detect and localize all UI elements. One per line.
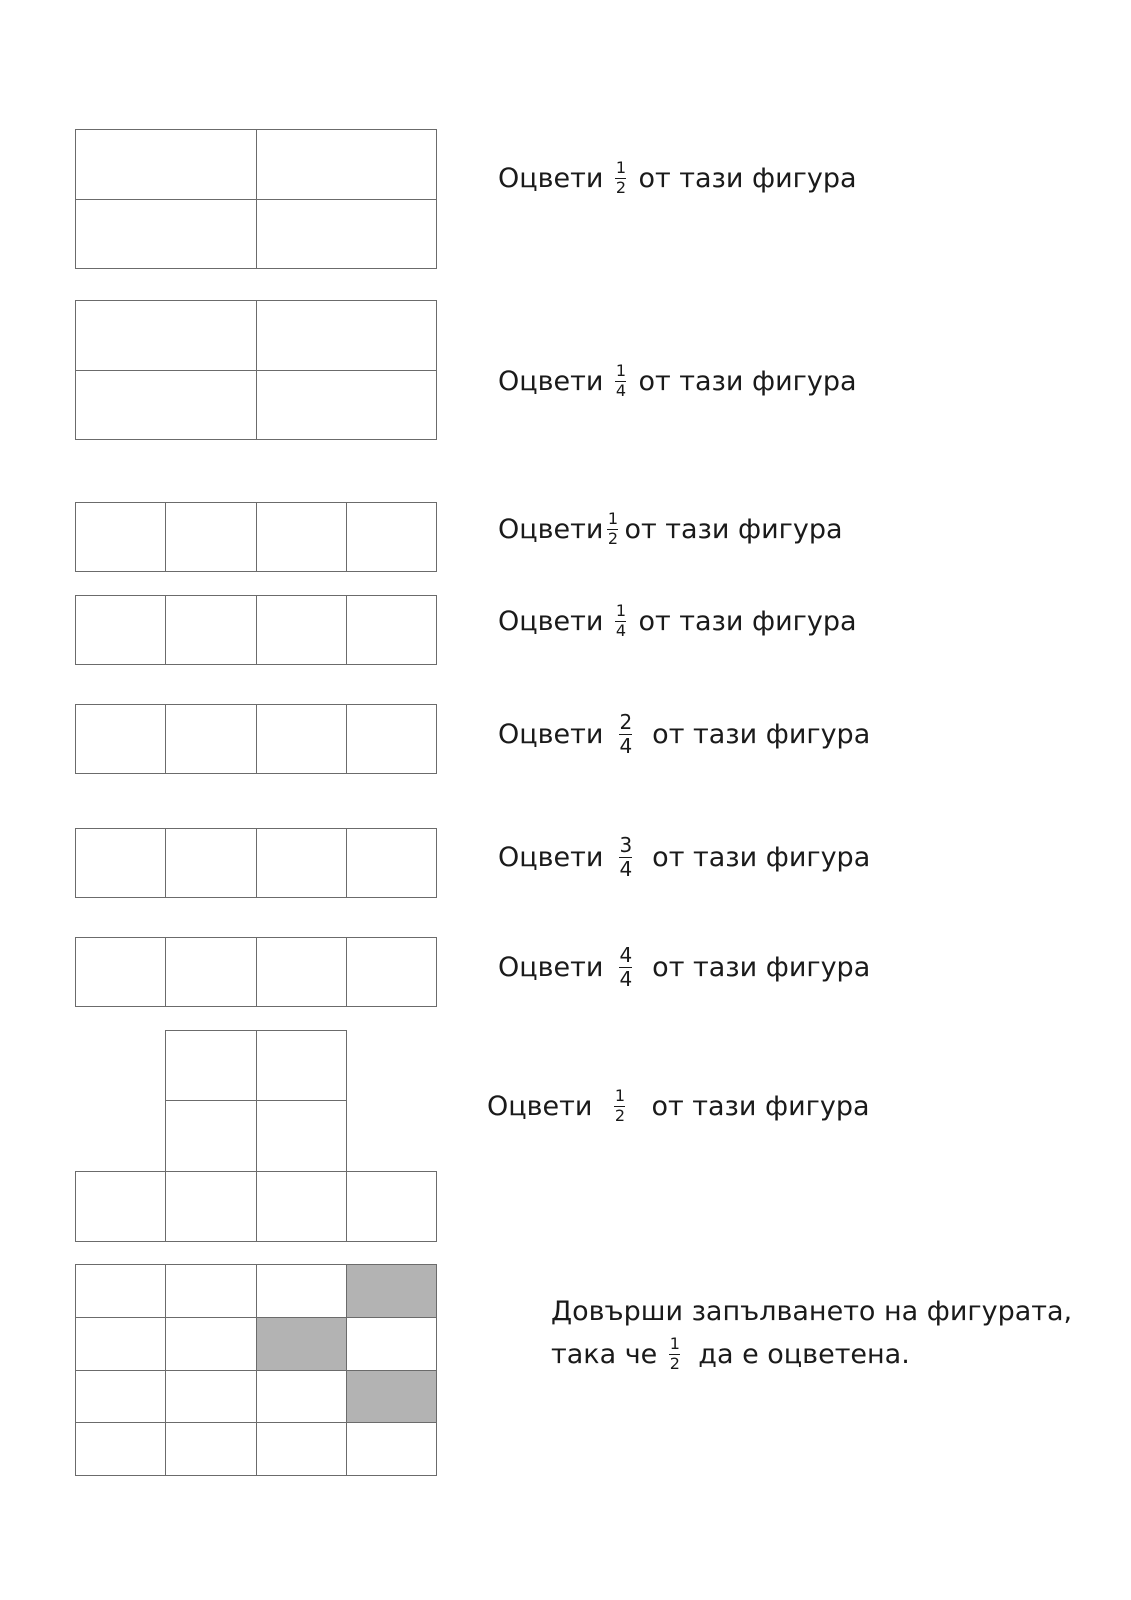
fraction [619, 835, 632, 880]
shape-1-grid-2x2[interactable] [75, 129, 437, 269]
cell[interactable] [166, 1031, 256, 1101]
cell[interactable] [166, 1265, 256, 1318]
numerator: 3 [619, 833, 633, 857]
numerator: 1 [614, 1086, 626, 1105]
cell[interactable] [346, 705, 436, 774]
cell[interactable] [256, 1265, 346, 1318]
instruction-verb: Оцвети [498, 365, 604, 397]
line2-after: да е оцветена. [698, 1339, 910, 1370]
shape-8-t-shape[interactable] [75, 1030, 437, 1242]
numerator: 4 [619, 943, 633, 967]
cell[interactable] [256, 1031, 346, 1101]
shape-2-grid-2x2[interactable] [75, 300, 437, 440]
cell[interactable] [166, 1317, 256, 1370]
final-instruction-line-2 [551, 1333, 1072, 1376]
shape-5-grid-1x4[interactable] [75, 704, 437, 774]
cell[interactable] [76, 1317, 166, 1370]
cell[interactable] [256, 301, 437, 371]
instruction-5 [498, 712, 870, 757]
cell[interactable] [76, 829, 166, 898]
cell[interactable] [256, 1172, 346, 1242]
instruction-rest: от тази фигура [638, 605, 857, 637]
denominator: 4 [619, 967, 633, 991]
instruction-verb: Оцвети [498, 162, 604, 194]
numerator: 1 [615, 601, 627, 620]
cell[interactable] [76, 1172, 166, 1242]
cell[interactable] [76, 370, 257, 440]
cell[interactable] [76, 199, 257, 269]
cell[interactable] [346, 1423, 436, 1476]
cell[interactable] [256, 370, 437, 440]
cell[interactable] [256, 130, 437, 200]
instruction-verb: Оцвети [498, 842, 604, 873]
cell[interactable] [76, 130, 257, 200]
cell[interactable] [346, 938, 436, 1007]
cell[interactable] [166, 1423, 256, 1476]
cell[interactable] [346, 829, 436, 898]
cell[interactable] [76, 1265, 166, 1318]
empty-space [76, 1101, 166, 1172]
cell[interactable] [346, 596, 436, 665]
cell[interactable] [346, 1317, 436, 1370]
cell[interactable] [256, 199, 437, 269]
cell[interactable] [256, 829, 346, 898]
numerator: 2 [619, 710, 633, 734]
fraction [619, 712, 632, 757]
fraction [607, 511, 618, 548]
instruction-1 [498, 160, 857, 197]
shape-6-grid-1x4[interactable] [75, 828, 437, 898]
fraction [669, 1336, 680, 1373]
fraction [615, 160, 626, 197]
instruction-rest: от тази фигура [651, 1090, 870, 1122]
denominator: 4 [619, 734, 633, 758]
cell[interactable] [76, 1423, 166, 1476]
cell[interactable] [76, 938, 166, 1007]
cell-shaded[interactable] [256, 1317, 346, 1370]
cell[interactable] [166, 503, 256, 572]
instruction-verb: Оцвети [498, 952, 604, 983]
numerator: 1 [615, 158, 627, 177]
cell[interactable] [166, 829, 256, 898]
instruction-3 [498, 511, 843, 548]
cell[interactable] [256, 1101, 346, 1172]
cell[interactable] [166, 705, 256, 774]
shape-9-grid-4x4[interactable] [75, 1264, 437, 1476]
instruction-rest: от тази фигура [652, 952, 871, 983]
instruction-verb: Оцвети [498, 719, 604, 750]
empty-space [346, 1031, 436, 1101]
cell[interactable] [76, 301, 257, 371]
shape-7-grid-1x4[interactable] [75, 937, 437, 1007]
fraction [619, 945, 632, 990]
fraction [615, 363, 626, 400]
cell[interactable] [256, 705, 346, 774]
numerator: 1 [669, 1334, 680, 1354]
cell[interactable] [166, 1172, 256, 1242]
final-instruction [551, 1290, 1072, 1376]
cell[interactable] [76, 503, 166, 572]
shape-3-grid-1x4[interactable] [75, 502, 437, 572]
empty-space [76, 1031, 166, 1101]
instruction-rest: от тази фигура [652, 719, 871, 750]
instruction-rest: от тази фигура [638, 162, 857, 194]
instruction-6 [498, 835, 870, 880]
cell[interactable] [346, 1172, 436, 1242]
denominator: 4 [615, 380, 627, 400]
denominator: 2 [669, 1354, 680, 1373]
denominator: 2 [615, 177, 627, 197]
cell[interactable] [256, 938, 346, 1007]
cell[interactable] [346, 503, 436, 572]
cell[interactable] [256, 503, 346, 572]
cell-shaded[interactable] [346, 1265, 436, 1318]
empty-space [346, 1101, 436, 1172]
cell[interactable] [166, 938, 256, 1007]
fraction [614, 1088, 625, 1125]
cell[interactable] [166, 596, 256, 665]
cell[interactable] [256, 596, 346, 665]
final-instruction-line-1: Довърши запълването на фигурата, [551, 1296, 1073, 1327]
instruction-verb: Оцвети [498, 513, 604, 545]
line2-before: така че [551, 1339, 658, 1370]
instruction-rest: от тази фигура [652, 842, 871, 873]
cell-shaded[interactable] [346, 1370, 436, 1423]
numerator: 1 [615, 361, 627, 380]
instruction-4 [498, 603, 857, 640]
instruction-2 [498, 363, 857, 400]
numerator: 1 [607, 509, 619, 528]
instruction-verb: Оцвети [498, 605, 604, 637]
denominator: 2 [614, 1105, 626, 1125]
instruction-8 [487, 1088, 870, 1125]
cell[interactable] [166, 1370, 256, 1423]
denominator: 4 [619, 857, 633, 881]
cell[interactable] [76, 705, 166, 774]
instruction-verb: Оцвети [487, 1090, 593, 1122]
instruction-rest: от тази фигура [624, 513, 843, 545]
cell[interactable] [166, 1101, 256, 1172]
denominator: 4 [615, 620, 627, 640]
fraction [615, 603, 626, 640]
cell[interactable] [256, 1370, 346, 1423]
cell[interactable] [256, 1423, 346, 1476]
shape-4-grid-1x4[interactable] [75, 595, 437, 665]
denominator: 2 [607, 528, 619, 548]
cell[interactable] [76, 1370, 166, 1423]
cell[interactable] [76, 596, 166, 665]
instruction-rest: от тази фигура [638, 365, 857, 397]
instruction-7 [498, 945, 870, 990]
